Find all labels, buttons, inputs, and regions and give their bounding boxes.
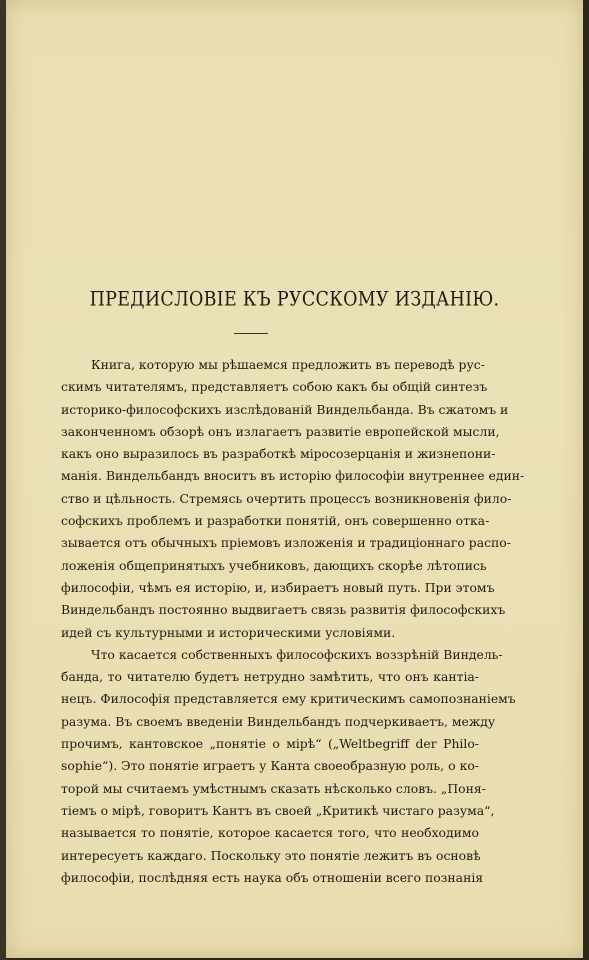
text-line: законченномъ обзорѣ онъ излагаетъ развитіе европейской мысли, — [61, 423, 500, 439]
text-line: Книга, которую мы рѣшаемся предложить въ переводѣ рус- — [91, 357, 485, 372]
text-line: тіемъ о мірѣ, говоритъ Кантъ въ своей „Критикѣ чистаго разума“, — [61, 802, 495, 818]
title-divider — [234, 333, 268, 334]
text-line: ложенія общепринятыхъ учебниковъ, дающихъ скорѣе лѣтопись — [61, 557, 487, 573]
text-line: разума. Въ своемъ введеніи Виндельбандъ подчеркиваетъ, между — [61, 713, 496, 729]
text-line: Что касается собственныхъ философскихъ воззрѣній Виндель- — [91, 646, 503, 662]
text-line: банда, то читателю будетъ нетрудно замѣтить, что онъ кантіа- — [61, 669, 479, 685]
book-page — [6, 0, 583, 958]
text-line: торой мы считаемъ умѣстнымъ сказать нѣсколько словъ. „Поня- — [61, 780, 486, 796]
body-text — [61, 354, 525, 889]
text-line: идей съ культурными и историческими условіями. — [61, 624, 396, 640]
text-line: нецъ. Философія представляется ему критическимъ самопознаніемъ — [61, 691, 516, 707]
text-line: прочимъ, кантовское „понятіе о мірѣ“ („Weltbegriff der Philo- — [61, 736, 479, 752]
text-line: sophie“). Это понятіе играетъ у Канта своеобразную роль, о ко- — [61, 758, 479, 774]
page-title: ПРЕДИСЛОВІЕ КЪ РУССКОМУ ИЗДАНІЮ. — [89, 288, 500, 312]
text-line: манія. Виндельбандъ вноситъ въ исторію философіи внутреннее един- — [61, 468, 525, 484]
text-line: философіи, послѣдняя есть наука объ отношеніи всего познанія — [61, 869, 484, 885]
text-line: софскихъ проблемъ и разработки понятій, онъ совершенно отка- — [61, 513, 490, 529]
text-line: зывается отъ обычныхъ пріемовъ изложенія и традиціоннаго распо- — [61, 535, 511, 551]
text-line: Виндельбандъ постоянно выдвигаетъ связь развитія философскихъ — [61, 602, 506, 618]
text-line: скимъ читателямъ, представляетъ собою какъ бы общій синтезъ — [61, 379, 488, 395]
text-line: ство и цѣльность. Стремясь очертить процессъ возникновенія фило- — [61, 490, 512, 506]
text-line: какъ оно выразилось въ разработкѣ міросозерцанія и жизнепони- — [61, 446, 496, 462]
text-line: называется то понятіе, которое касается того, что необходимо — [61, 825, 479, 841]
text-line: философіи, чѣмъ ея исторію, и, избираетъ новый путь. При этомъ — [61, 579, 495, 595]
text-line: историко-философскихъ изслѣдованій Виндельбанда. Въ сжатомъ и — [61, 401, 509, 417]
text-line: интересуетъ каждаго. Поскольку это понятіе лежитъ въ основѣ — [61, 847, 481, 863]
